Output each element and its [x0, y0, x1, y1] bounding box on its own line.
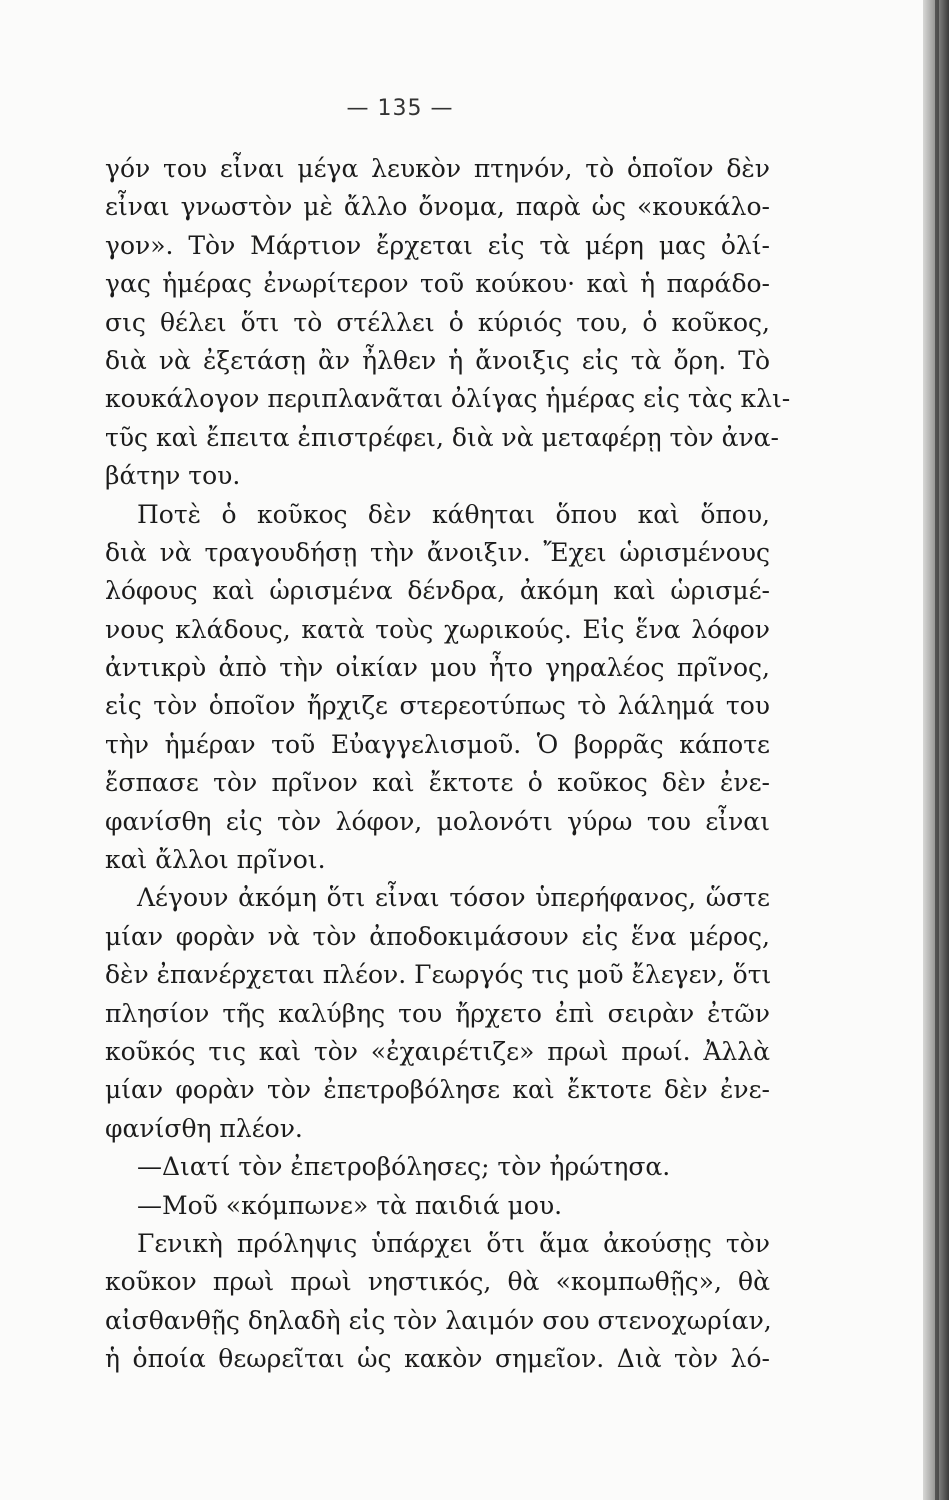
text-line: μίαν φορὰν νὰ τὸν ἀποδοκιμάσουν εἰς ἕνα μέρος, — [105, 921, 770, 951]
text-line: σις θέλει ὅτι τὸ στέλλει ὁ κύριός του, ὁ κοῦκος, — [105, 307, 770, 337]
text-line-paragraph-start: Ποτὲ ὁ κοῦκος δὲν κάθηται ὅπου καὶ ὅπου, — [137, 499, 770, 529]
text-line-paragraph-end: καὶ ἄλλοι πρῖνοι. — [105, 845, 326, 875]
text-line-paragraph-start: Γενικὴ πρόληψις ὑπάρχει ὅτι ἅμα ἀκούσῃς τὸν — [137, 1228, 770, 1258]
page-number: — 135 — — [346, 96, 454, 121]
text-line: αἰσθανθῇς δηλαδὴ εἰς τὸν λαιμόν σου στενοχωρίαν, — [105, 1305, 772, 1335]
text-line: γόν του εἶναι μέγα λευκὸν πτηνόν, τὸ ὁποῖον δὲν — [105, 154, 770, 183]
text-line: πλησίον τῆς καλύβης του ἤρχετο ἐπὶ σειρὰν ἐτῶν — [105, 998, 770, 1028]
text-line: εἰς τὸν ὁποῖον ἤρχιζε στερεοτύπως τὸ λάλημά του — [105, 691, 770, 721]
body-text — [105, 150, 791, 1379]
text-line: κοῦκον πρωὶ πρωὶ νηστικός, θὰ «κομπωθῇς», θὰ — [105, 1267, 770, 1297]
text-line: διὰ νὰ ἐξετάσῃ ἂν ἦλθεν ἡ ἄνοιξις εἰς τὰ ὄρη. Τὸ — [105, 345, 770, 375]
dialogue-line: —Μοῦ «κόμπωνε» τὰ παιδιά μου. — [137, 1190, 563, 1220]
text-line: μίαν φορὰν τὸν ἐπετροβόλησε καὶ ἔκτοτε δὲν ἐνε- — [105, 1075, 770, 1105]
text-line: διὰ νὰ τραγουδήσῃ τὴν ἄνοιξιν. Ἔχει ὡρισμένους — [105, 537, 770, 567]
text-line: ἔσπασε τὸν πρῖνον καὶ ἔκτοτε ὁ κοῦκος δὲν ἐνε- — [105, 768, 770, 798]
text-line: νους κλάδους, κατὰ τοὺς χωρικούς. Εἰς ἕνα λόφον — [105, 614, 770, 644]
spine-edge — [935, 0, 939, 1500]
text-line: κουκάλογον περιπλανᾶται ὀλίγας ἡμέρας εἰς τὰς κλι- — [105, 384, 791, 414]
text-line: κοῦκός τις καὶ τὸν «ἐχαιρέτιζε» πρωὶ πρωί. Ἀλλὰ — [105, 1036, 770, 1066]
text-line: εἶναι γνωστὸν μὲ ἄλλο ὄνομα, παρὰ ὡς «κουκάλο- — [105, 192, 770, 222]
text-line-paragraph-start: Λέγουν ἀκόμη ὅτι εἶναι τόσον ὑπερήφανος, ὥστε — [137, 883, 770, 913]
dialogue-line: —Διατί τὸν ἐπετροβόλησες; τὸν ἠρώτησα. — [137, 1152, 671, 1182]
book-spine-shadow — [923, 0, 949, 1500]
text-line: τὴν ἡμέραν τοῦ Εὐαγγελισμοῦ. Ὁ βορρᾶς κάποτε — [105, 729, 770, 759]
text-line: δὲν ἐπανέρχεται πλέον. Γεωργός τις μοῦ ἔλεγεν, ὅτι — [105, 960, 772, 990]
text-line-paragraph-end: βάτην του. — [105, 461, 241, 491]
text-line: τῦς καὶ ἔπειτα ἐπιστρέφει, διὰ νὰ μεταφέρῃ τὸν ἀνα- — [105, 422, 779, 452]
text-line: γον». Τὸν Μάρτιον ἔρχεται εἰς τὰ μέρη μας ὀλί- — [105, 230, 770, 260]
text-line-paragraph-end: φανίσθη πλέον. — [105, 1113, 303, 1143]
text-line: γας ἡμέρας ἐνωρίτερον τοῦ κούκου· καὶ ἡ παράδο- — [105, 269, 770, 299]
text-line: ἀντικρὺ ἀπὸ τὴν οἰκίαν μου ἦτο γηραλέος πρῖνος, — [105, 653, 770, 683]
text-line: ἡ ὁποία θεωρεῖται ὡς κακὸν σημεῖον. Διὰ τὸν λό- — [105, 1344, 770, 1374]
text-line: λόφους καὶ ὡρισμένα δένδρα, ἀκόμη καὶ ὡρισμέ- — [105, 576, 770, 606]
text-line: φανίσθη εἰς τὸν λόφον, μολονότι γύρω του εἶναι — [105, 806, 770, 836]
